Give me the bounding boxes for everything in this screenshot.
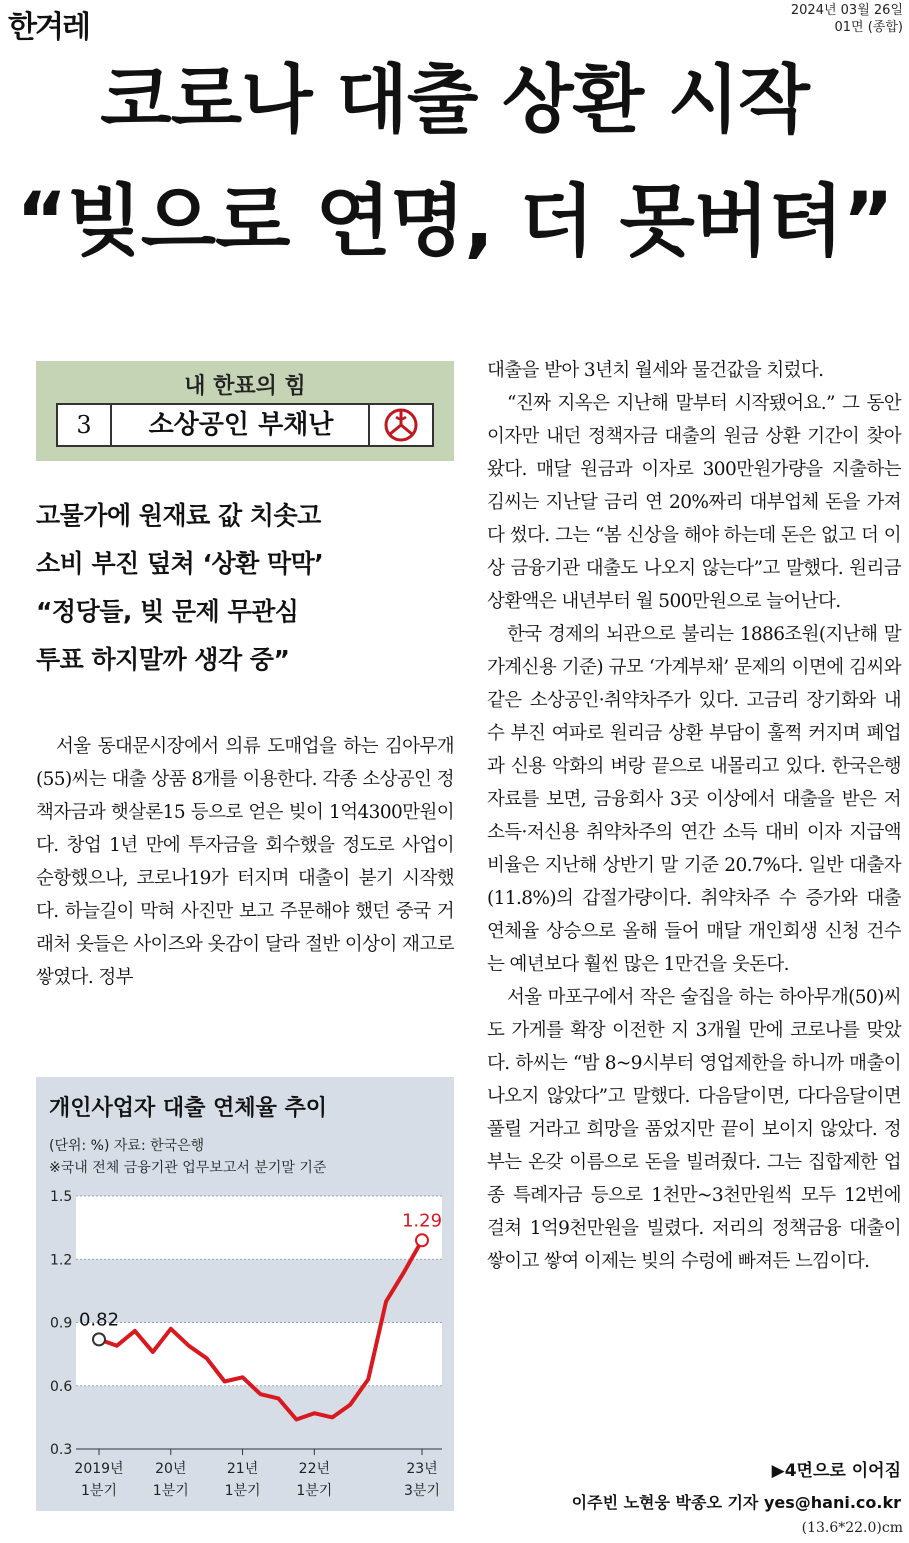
subhead: 고물가에 원재료 값 치솟고	[36, 501, 321, 530]
x-tick-label: 1분기	[81, 1483, 117, 1499]
chart-note: ※국내 전체 금융기관 업무보고서 분기말 기준	[49, 1160, 327, 1176]
x-tick-label: 1분기	[224, 1483, 261, 1499]
x-tick-label: 23년	[406, 1461, 438, 1477]
x-tick-label: 3분기	[404, 1483, 440, 1499]
headline-line-1: 코로나 대출 상환 시작	[100, 57, 809, 143]
date-text: 2024년 03월 26일	[790, 3, 903, 18]
chart-band	[76, 1196, 442, 1259]
article-body-left	[36, 730, 454, 994]
y-tick-label: 0.9	[50, 1315, 73, 1332]
paragraph: “진짜 지옥은 지난해 말부터 시작됐어요.” 그 동안 이자만 내던 정책자금 대출의 원금 상환 기간이 찾아왔다. 매달 원금과 이자로 300만원가량을 지출하는 김씨는 지난달 금리 연 20%짜리 대부업체 돈을 가져다 썼다. 그는 “봄 신상을 해야 하는데 돈은 없고 더 이상 금융기관 대출도 나오지 않는다”고 말했다. 원리금 상환액은 내년부터 월 500만원으로 늘어난다.	[487, 393, 901, 612]
data-label: 1.29	[401, 1210, 443, 1232]
subhead: 소비 부진 덮쳐 ‘상환 막막’	[36, 549, 324, 578]
paragraph: 서울 마포구에서 작은 술집을 하는 하아무개(50)씨도 가게를 확장 이전한 지 3개월 만에 코로나를 맞았다. 하씨는 “밤 8~9시부터 영업제한을 하니까 매출이 나오지 않았다”고 말했다. 다음달이면, 다다음달이면 풀릴 거라고 희망을 품었지만 끝이 보이지 않았다. 정부는 온갖 이름으로 돈을 빌려줬다. 그는 집합제한 업종 특례자금 등으로 1천만~3천만원씩 모두 12번에 걸쳐 1억9천만원을 빌렸다. 저리의 정책금융 대출이 쌓이고 쌓여 이제는 빚의 수렁에 빠져든 느낌이다.	[487, 987, 901, 1272]
x-tick-label: 22년	[298, 1461, 331, 1477]
x-tick-label: 1분기	[152, 1483, 189, 1499]
y-tick-label: 1.5	[50, 1189, 73, 1205]
data-point	[93, 1333, 105, 1345]
chart-unit: (단위: %) 자료: 한국은행	[49, 1138, 205, 1154]
series-number: 3	[58, 405, 112, 445]
byline: 이주빈 노현웅 박종오 기자 yes@hani.co.kr	[571, 1493, 901, 1512]
data-point	[416, 1234, 428, 1246]
subheads	[36, 492, 456, 684]
x-tick-label: 21년	[226, 1461, 259, 1477]
issue-date	[791, 2, 903, 36]
data-label: 0.82	[78, 1309, 120, 1331]
headline-line-2: “빚으로 연명, 더 못버텨”	[16, 177, 893, 267]
series-box	[36, 361, 454, 461]
series-banner	[56, 403, 434, 447]
series-label: 소상공인 부채난	[148, 410, 334, 440]
ballot-stamp-icon	[368, 405, 432, 445]
x-tick-label: 20년	[155, 1461, 187, 1477]
chart-canvas	[36, 1077, 454, 1511]
page-info: 01면 (종합)	[834, 20, 903, 35]
article-size: (13.6*22.0)cm	[801, 1520, 903, 1536]
y-tick-label: 1.2	[50, 1252, 73, 1269]
x-tick-label: 1분기	[296, 1483, 333, 1499]
paragraph: 한국 경제의 뇌관으로 불리는 1886조원(지난해 말 가계신용 기준) 규모 ‘가계부채’ 문제의 이면에 김씨와 같은 소상공인·취약차주가 있다. 고금리 장기화와 내수 부진 여파로 원리금 상환 부담이 훌쩍 커지며 폐업과 신용 악화의 벼랑 끝으로 내몰리고 있다. 한국은행 자료를 보면, 금융회사 3곳 이상에서 대출을 받은 저소득·저신용 취약차주의 연간 소득 대비 이자 지급액 비율은 지난해 상반기 말 기준 20.7%다. 일반 대출자(11.8%)의 갑절가량이다. 취약차주 수 증가와 대출 연체율 상승으로 올해 들어 매달 개인회생 신청 건수는 예년보다 훨씬 많은 1만건을 웃돈다.	[487, 624, 901, 975]
chart-title: 개인사업자 대출 연체율 추이	[49, 1096, 328, 1121]
x-tick-label: 2019년	[74, 1461, 124, 1477]
newspaper-logo: 한겨레	[8, 10, 89, 45]
article-body-right	[487, 354, 901, 1278]
y-tick-label: 0.3	[50, 1442, 73, 1458]
continued-notice: ▶4면으로 이어짐	[771, 1461, 901, 1481]
subhead: 투표 하지말까 생각 중”	[36, 645, 290, 674]
line-chart	[36, 1077, 454, 1511]
series-title: 내 한표의 힘	[184, 374, 306, 399]
paragraph: 대출을 받아 3년치 월세와 물건값을 치렀다.	[487, 360, 824, 381]
subhead: “정당들, 빚 문제 무관심	[36, 597, 299, 626]
y-tick-label: 0.6	[50, 1378, 73, 1395]
paragraph: 서울 동대문시장에서 의류 도매업을 하는 김아무개(55)씨는 대출 상품 8개를 이용한다. 각종 소상공인 정책자금과 햇살론15 등으로 얻은 빚이 1억4300만원이다. 창업 1년 만에 투자금을 회수했을 정도로 사업이 순항했으나, 코로나19가 터지며 대출이 붇기 시작했다. 하늘길이 막혀 사진만 보고 주문해야 했던 중국 거래처 옷들은 사이즈와 옷감이 달라 절반 이상이 재고로 쌓였다. 정부	[36, 736, 454, 988]
